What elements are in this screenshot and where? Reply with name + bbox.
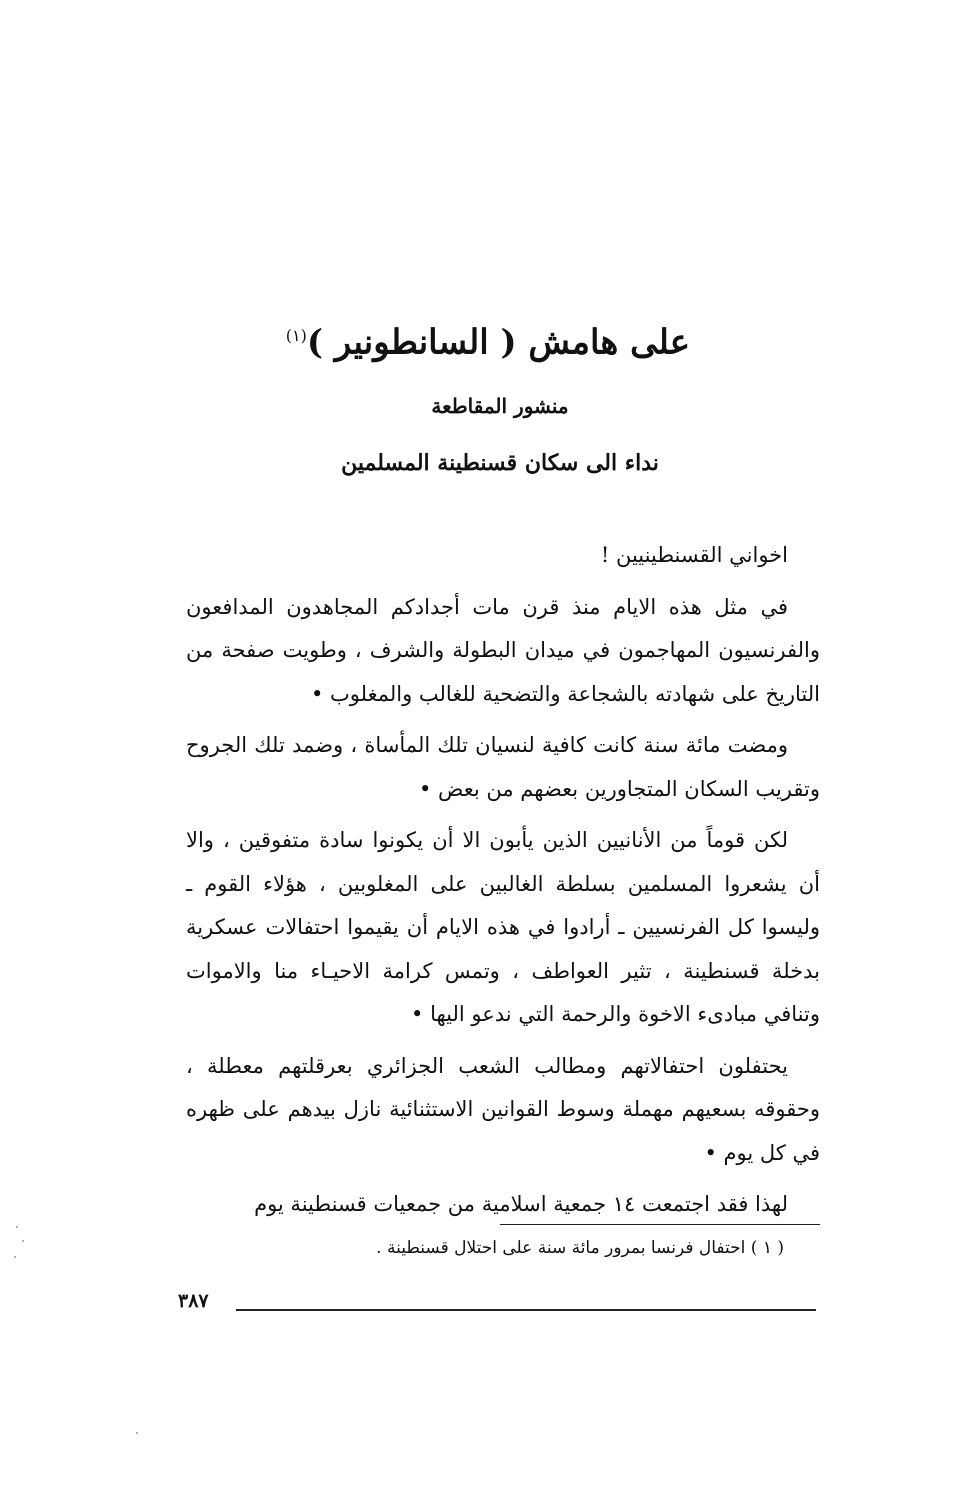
body-text	[186, 534, 820, 1227]
footnote-separator	[500, 1224, 820, 1225]
page-title	[285, 312, 690, 366]
title-text: على هامش ( السانطونير )	[306, 322, 690, 363]
scan-speck	[16, 1226, 18, 1228]
scan-speck	[136, 1432, 138, 1434]
title-footnote-marker: (١)	[285, 326, 307, 345]
footnote: ( ١ ) احتفال فرنسا بمرور مائة سنة على احتلال قسنطينة .	[376, 1238, 784, 1258]
paragraph-5: لهذا فقد اجتمعت ١٤ جمعية اسلامية من جمعيات قسنطينة يوم	[254, 1192, 788, 1216]
scan-speck	[22, 1240, 24, 1242]
section-heading: نداء الى سكان قسنطينة المسلمين	[341, 450, 659, 476]
paragraph-3: لكن قوماً من الأنانيين الذين يأبون الا أن يكونوا سادة متفوقين ، والا أن يشعروا المسلمين بسلطة الغالبين على المغلوبين ، هؤلاء القوم ـ وليسوا كل الفرنسيين ـ أرادوا في هذه الايام أن يقيموا احتفالات عسكرية بدخلة قسنطينة ، تثير العواطف ، وتمس كرامة الاحيـاء منا والاموات وتنافي مبادىء الاخوة والرحمة التي ندعو اليها •	[186, 828, 820, 1026]
subtitle: منشور المقاطعة	[431, 394, 569, 418]
greeting: اخواني القسنطينيين !	[600, 543, 788, 567]
paragraph-2: ومضت مائة سنة كانت كافية لنسيان تلك المأساة ، وضمد تلك الجروح وتقريب السكان المتجاورين بعضهم من بعض •	[186, 733, 820, 801]
scan-speck	[14, 1256, 16, 1258]
paragraph-4: يحتفلون احتفالاتهم ومطالب الشعب الجزائري بعرقلتهم معطلة ، وحقوقه بسعيهم مهملة وسوط القوانين الاستثنائية نازل بيدهم على ظهره في كل يوم •	[186, 1053, 820, 1165]
footer-rule	[236, 1309, 816, 1311]
page-number: ٣٨٧	[178, 1290, 209, 1312]
paragraph-1: في مثل هذه الايام منذ قرن مات أجدادكم المجاهدون المدافعون والفرنسيون المهاجمون في ميدان البطولة والشرف ، وطويت صفحة من التاريخ على شهادته بالشجاعة والتضحية للغالب والمغلوب •	[186, 594, 820, 706]
